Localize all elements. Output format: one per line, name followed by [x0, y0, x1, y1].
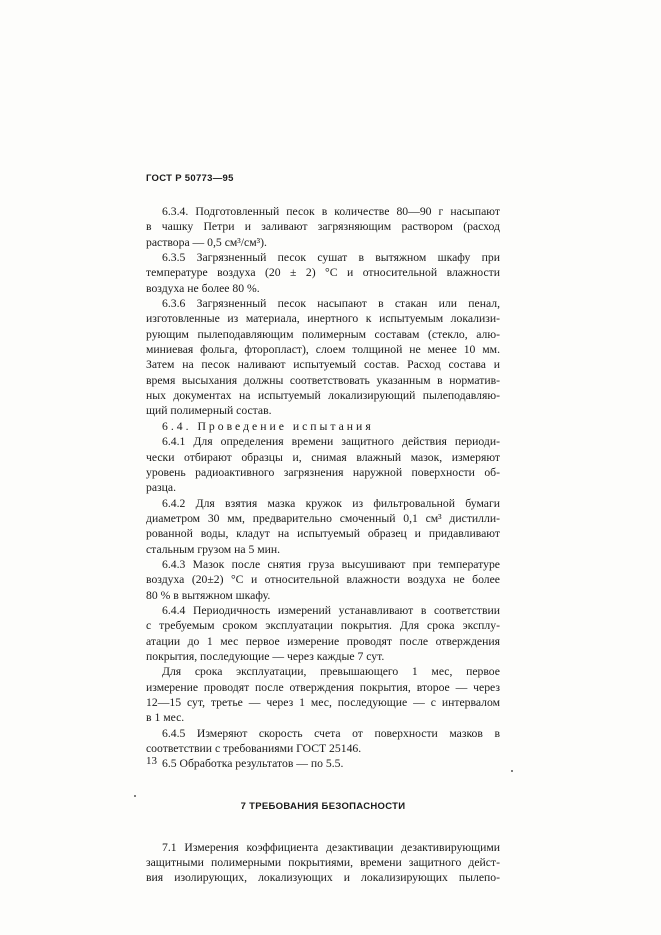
text-line: уровень радиоактивного загрязнения наружной поверхности об- [146, 465, 500, 479]
text-line: атации до 1 мес первое измерение проводят после отверждения [146, 634, 500, 648]
text-line: щий полимерный состав. [146, 404, 272, 418]
text-line: чески отбирают образцы и, снимая влажный мазок, измеряют [146, 450, 500, 464]
page-number: 13 [146, 755, 157, 767]
text-line: 80 % в вытяжном шкафу. [146, 588, 271, 602]
text-line: время высыхания должны соответствовать указанным в норматив- [146, 373, 500, 387]
text-line: ных документах на испытуемый локализирующий пылеподавляю- [146, 389, 500, 403]
text-line: соответствии с требованиями ГОСТ 25146. [146, 742, 362, 756]
section-heading: 7 ТРЕБОВАНИЯ БЕЗОПАСНОСТИ [240, 800, 406, 812]
text-line: 6.3.5 Загрязненный песок сушат в вытяжном шкафу при [162, 251, 500, 265]
text-line: покрытия, последующие — через каждые 7 сут. [146, 649, 385, 663]
text-line: вия изолирующих, локализующих и локализирующих пылепо- [146, 871, 500, 885]
text-line: Для срока эксплуатации, превышающего 1 мес, первое [162, 665, 500, 679]
text-line: Затем на песок наливают испытуемый состав. Расход состава и [146, 358, 500, 372]
scan-speck [134, 795, 136, 797]
scan-speck [511, 770, 513, 772]
text-line: 6.4.5 Измеряют скорость счета от поверхности мазков в [162, 726, 500, 740]
text-line: температуре воздуха (20 ± 2) °С и относительной влажности [146, 266, 500, 280]
text-line: в чашку Петри и заливают загрязняющим раствором (расход [146, 220, 500, 234]
text-line: раствора — 0,5 см³/см³). [146, 235, 267, 249]
text-line: 6.3.4. Подготовленный песок в количестве 80—90 г насыпают [162, 205, 500, 218]
subsection-heading: 6.4. Проведение испытания [162, 419, 374, 433]
text-line: разца. [146, 481, 177, 495]
text-line: 6.4.4 Периодичность измерений устанавливают в соответствии [162, 603, 500, 617]
text-line: защитными полимерными покрытиями, времени защитного дейст- [146, 856, 500, 870]
text-line: 6.4.2 Для взятия мазка кружок из фильтровальной бумаги [162, 496, 500, 510]
text-line: 6.3.6 Загрязненный песок насыпают в стакан или пенал, [162, 297, 500, 311]
text-line: в 1 мес. [146, 711, 185, 725]
text-line: 12—15 сут, третье — через 1 мес, последующие — с интервалом [146, 696, 500, 709]
text-line: 6.5 Обработка результатов — по 5.5. [162, 757, 344, 771]
text-line: 6.4.1 Для определения времени защитного действия периоди- [162, 435, 500, 449]
text-line: рованной воды, кладут на испытуемый образец и придавливают [146, 527, 500, 541]
text-line: с требуемым сроком эксплуатации покрытия. Для срока эксплу- [146, 619, 500, 633]
document-body [146, 204, 500, 886]
document-header: ГОСТ Р 50773—95 [146, 173, 234, 184]
text-line: диаметром 30 мм, предварительно смоченный 0,1 см³ дистилли- [146, 511, 500, 525]
text-line: изготовленные из материала, инертного к испытуемым локализи- [146, 312, 500, 326]
text-line: рующим пылеподавляющим полимерным составам (стекло, алю- [146, 327, 500, 341]
text-line: воздуха (20±2) °С и относительной влажности воздуха не более [146, 573, 500, 587]
text-line: стальным грузом на 5 мин. [146, 542, 281, 556]
text-line: 6.4.3 Мазок после снятия груза высушивают при температуре [162, 557, 500, 571]
text-line: 7.1 Измерения коэффициента дезактивации дезактивирующими [162, 840, 500, 854]
text-line: воздуха не более 80 %. [146, 281, 260, 295]
text-line: измерение проводят после отверждения покрытия, второе — через [146, 680, 500, 694]
text-line: миниевая фольга, фторопласт), слоем толщиной не менее 10 мм. [146, 343, 500, 357]
